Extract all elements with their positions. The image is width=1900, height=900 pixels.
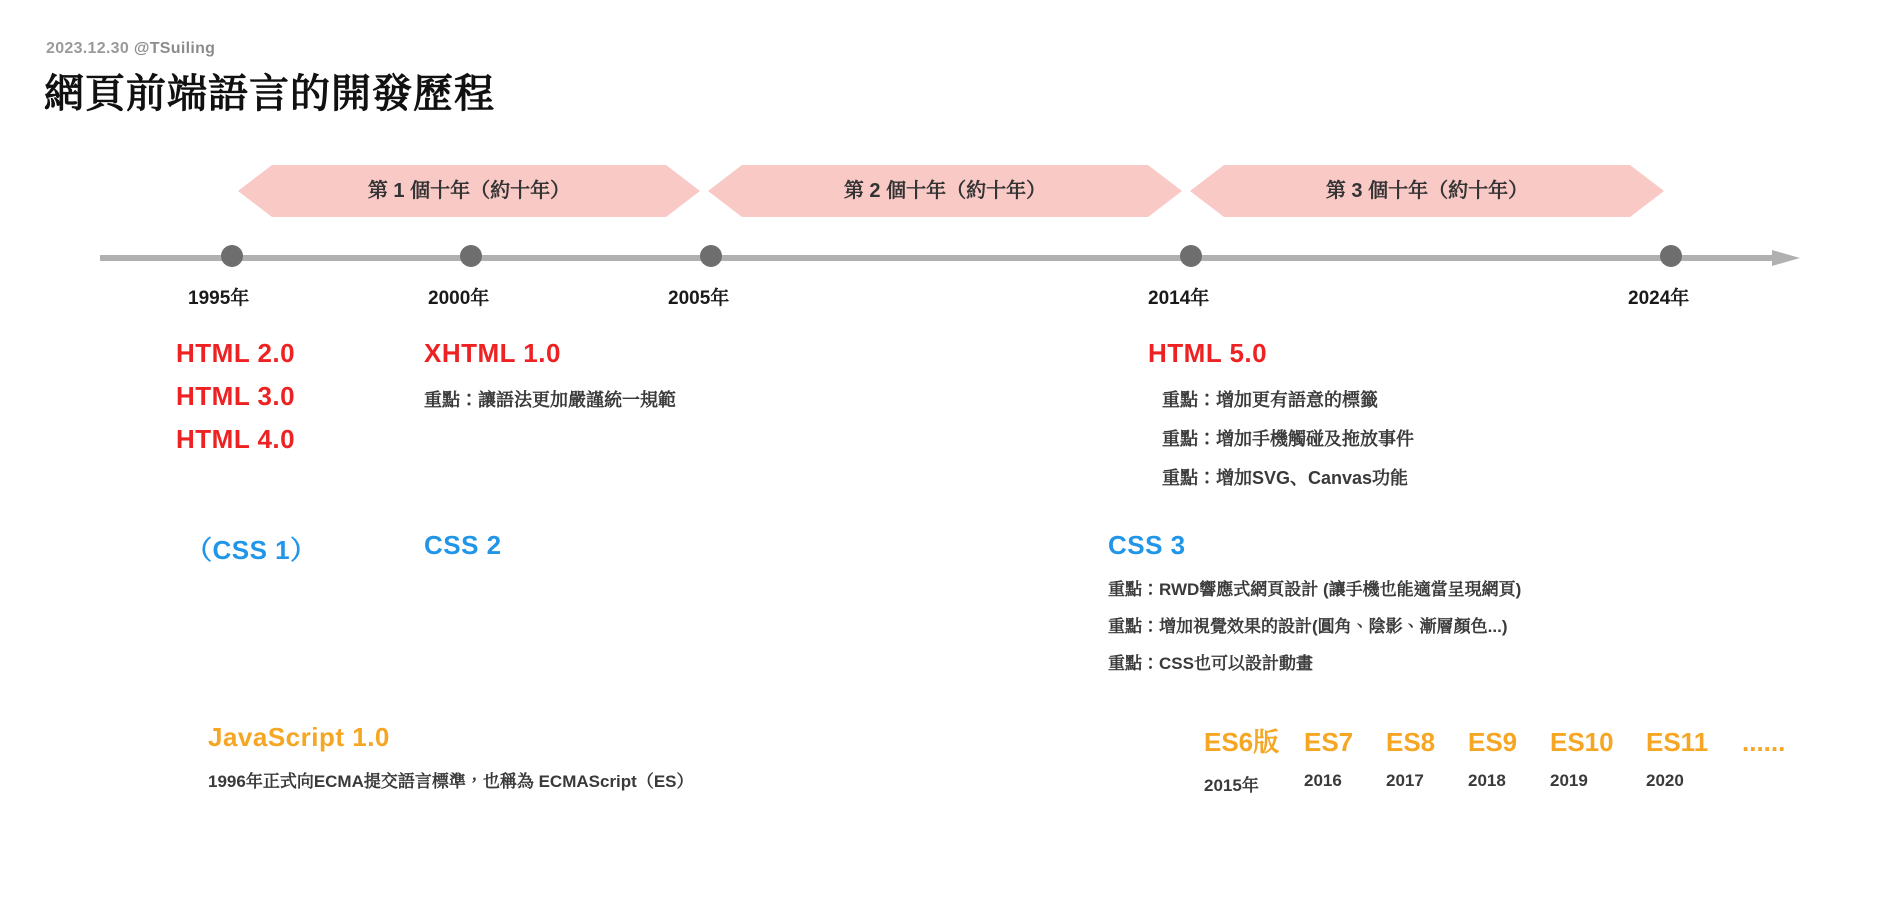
xhtml-note: 重點：讓語法更加嚴謹統一規範 — [424, 390, 676, 410]
es-year-2019: 2019 — [1550, 771, 1588, 790]
decade-banner-3 — [1190, 165, 1664, 217]
timeline-year-2014: 2014年 — [1148, 288, 1210, 309]
meta-line — [46, 40, 215, 58]
es-version-es7: ES7 — [1304, 727, 1354, 757]
es-year-2018: 2018 — [1468, 771, 1506, 790]
es-version-es9: ES9 — [1468, 727, 1518, 757]
html5-title: HTML 5.0 — [1148, 338, 1268, 368]
xhtml-title: XHTML 1.0 — [424, 338, 561, 368]
decade-banner-2 — [708, 165, 1182, 217]
css3-note-1: 重點：RWD響應式網頁設計 (讓手機也能適當呈現網頁) — [1108, 580, 1522, 599]
html-column-2014 — [1148, 338, 1414, 498]
author-handle: @TSuiling — [133, 40, 216, 57]
html-version-3: HTML 3.0 — [176, 381, 296, 411]
css1-title: （CSS 1） — [186, 535, 317, 565]
timeline-dot-2000 — [460, 245, 482, 267]
html5-note-3: 重點：增加SVG、Canvas功能 — [1162, 468, 1409, 488]
css-column-2000 — [424, 530, 502, 561]
es-year-2020: 2020 — [1646, 771, 1684, 790]
timeline-year-1995: 1995年 — [188, 288, 250, 309]
es-version-row — [1204, 722, 1785, 759]
es-version-es6: ES6版 — [1204, 727, 1280, 757]
javascript-title: JavaScript 1.0 — [208, 722, 390, 752]
es-version-more: ...... — [1742, 727, 1786, 757]
css-column-1995 — [186, 530, 317, 567]
css3-note-3: 重點：CSS也可以設計動畫 — [1108, 654, 1313, 673]
es-year-2017: 2017 — [1386, 771, 1424, 790]
html5-note-1: 重點：增加更有語意的標籤 — [1162, 390, 1378, 410]
decade-label-2: 第 2 個十年（約十年） — [843, 180, 1047, 202]
html-version-2: HTML 2.0 — [176, 338, 296, 368]
css-column-2014 — [1108, 530, 1521, 682]
page-title: 網頁前端語言的開發歷程 — [44, 72, 495, 116]
es-version-es10: ES10 — [1550, 727, 1614, 757]
css3-title: CSS 3 — [1108, 530, 1186, 560]
timeline-dot-1995 — [221, 245, 243, 267]
timeline-dot-2014 — [1180, 245, 1202, 267]
html5-note-2: 重點：增加手機觸碰及拖放事件 — [1162, 429, 1414, 449]
css2-title: CSS 2 — [424, 530, 502, 560]
js-column-2014 — [1204, 722, 1785, 796]
publish-date: 2023.12.30 — [46, 40, 130, 57]
javascript-note: 1996年正式向ECMA提交語言標準，也稱為 ECMAScript（ES） — [208, 772, 694, 791]
timeline-axis — [100, 250, 1800, 266]
html-column-2000 — [424, 338, 676, 420]
es-year-row — [1204, 771, 1785, 796]
es-version-es8: ES8 — [1386, 727, 1436, 757]
es-version-es11: ES11 — [1646, 727, 1709, 757]
timeline-arrow — [100, 250, 1800, 266]
timeline-dot-2024 — [1660, 245, 1682, 267]
timeline-year-2005: 2005年 — [668, 288, 730, 309]
html-version-4: HTML 4.0 — [176, 424, 296, 454]
es-year-2015: 2015年 — [1204, 776, 1259, 795]
decade-label-3: 第 3 個十年（約十年） — [1325, 180, 1529, 202]
html-column-1995 — [176, 338, 295, 467]
timeline-year-2024: 2024年 — [1628, 288, 1690, 309]
es-year-2016: 2016 — [1304, 771, 1342, 790]
decade-label-1: 第 1 個十年（約十年） — [367, 180, 571, 202]
timeline-dot-2005 — [700, 245, 722, 267]
decade-banner-1 — [238, 165, 700, 217]
css3-note-2: 重點：增加視覺效果的設計(圓角、陰影、漸層顏色...) — [1108, 617, 1508, 636]
js-column-1995 — [208, 722, 694, 800]
timeline-year-2000: 2000年 — [428, 288, 490, 309]
